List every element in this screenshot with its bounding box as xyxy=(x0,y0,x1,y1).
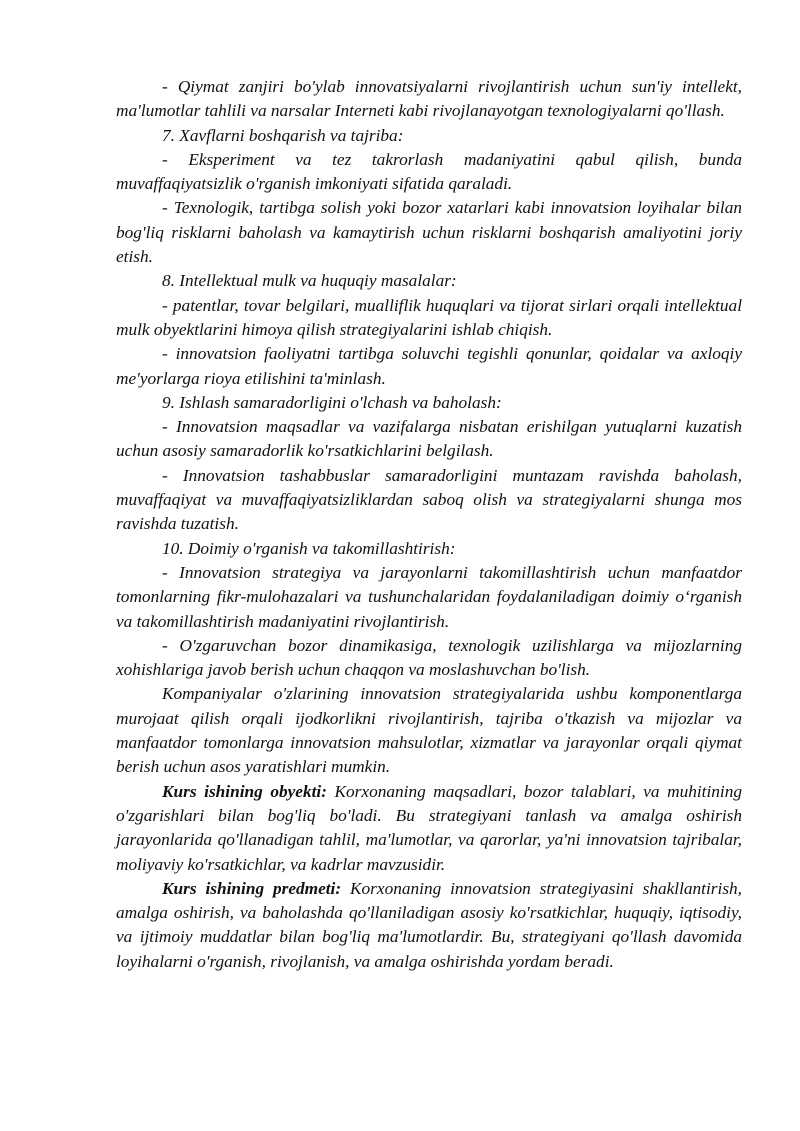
paragraph-kpi: - Innovatsion maqsadlar va vazifalarga nisbatan erishilgan yutuqlarni kuzatish uchun asosiy samaradorlik ko'rsatkichlarini belgilash. xyxy=(116,417,742,461)
section-heading-10: 10. Doimiy o'rganish va takomillashtirish: xyxy=(162,538,456,558)
course-subject-text: Korxonaning innovatsion strategiyasini shakllantirish, amalga oshirish, va baholashda qo'llaniladigan asosiy ko'rsatkichlar, huquqiy, iqtisodiy, va ijtimoiy muddatlar bilan bog'liq ma'lumotlardir. Bu, strategiyani qo'llash davomida loyihalarni o'rganish, rivojlanish, va amalga oshirishda yordam beradi. xyxy=(116,878,742,971)
paragraph-technologies: - Qiymat zanjiri bo'ylab innovatsiyalarni rivojlantirish uchun sun'iy intellekt, ma'lumotlar tahlili va narsalar Interneti kabi rivojlanayotgan texnologiyalarni qo'llash. xyxy=(116,77,742,121)
course-object-label: Kurs ishining obyekti: xyxy=(162,781,327,801)
paragraph-summary: Kompaniyalar o'zlarining innovatsion strategiyalarida ushbu komponentlarga murojaat qilish orqali ijodkorlikni rivojlantirish, tajriba o'tkazish va mijozlar va manfaatdor tomonlarga innovatsion mahsulotlar, xizmatlar va jarayonlar orqali qiymat berish uchun asos yaratishlari mumkin. xyxy=(116,684,742,777)
paragraph-legal-compliance: - innovatsion faoliyatni tartibga soluvchi tegishli qonunlar, qoidalar va axloqiy me'yorlarga rioya etilishini ta'minlash. xyxy=(116,344,742,388)
paragraph-evaluation: - Innovatsion tashabbuslar samaradorligini muntazam ravishda baholash, muvaffaqiyat va muvaffaqiyatsizliklardan saboq olish va strategiyalarni shunga mos ravishda tuzatish. xyxy=(116,465,742,534)
document-page xyxy=(116,75,742,974)
paragraph-continuous-learning: - Innovatsion strategiya va jarayonlarni takomillashtirish uchun manfaatdor tomonlarning fikr-mulohazalari va tushunchalaridan foydalaniladigan doimiy o‘rganish va takomillashtirish madaniyatini rivojlantirish. xyxy=(116,562,742,631)
section-heading-9: 9. Ishlash samaradorligini o'lchash va baholash: xyxy=(162,392,502,412)
paragraph-course-subject xyxy=(116,877,742,974)
paragraph-risk-management: - Texnologik, tartibga solish yoki bozor xatarlari kabi innovatsion loyihalar bilan bog'liq risklarni baholash va kamaytirish uchun risklarni boshqarish amaliyotini joriy etish. xyxy=(116,198,742,267)
paragraph-course-object xyxy=(116,780,742,877)
paragraph-experiment: - Eksperiment va tez takrorlash madaniyatini qabul qilish, bunda muvaffaqiyatsizlik o'rganish imkoniyati sifatida qaraladi. xyxy=(116,149,742,194)
section-heading-7: 7. Xavflarni boshqarish va tajriba: xyxy=(162,125,404,145)
course-object-text: Korxonaning maqsadlari, bozor talablari, va muhitining o'zgarishlari bilan bog'liq bo'ladi. Bu strategiyani tanlash va amalga oshirish jarayonlarida qo'llanadigan tahlil, ma'lumotlar, va qarorlar, ya'ni innovatsion tajribalar, moliyaviy ko'rsatkichlar, va kadrlar mavzusidir. xyxy=(116,781,742,874)
course-subject-label: Kurs ishining predmeti: xyxy=(162,878,342,898)
paragraph-agility: - O'zgaruvchan bozor dinamikasiga, texnologik uzilishlarga va mijozlarning xohishlariga javob berish uchun chaqqon va moslashuvchan bo'lish. xyxy=(116,635,742,680)
section-heading-8: 8. Intellektual mulk va huquqiy masalalar: xyxy=(162,271,457,291)
paragraph-patents: - patentlar, tovar belgilari, mualliflik huquqlari va tijorat sirlari orqali intellektual mulk obyektlarini himoya qilish strategiyalarini ishlab chiqish. xyxy=(116,295,742,339)
